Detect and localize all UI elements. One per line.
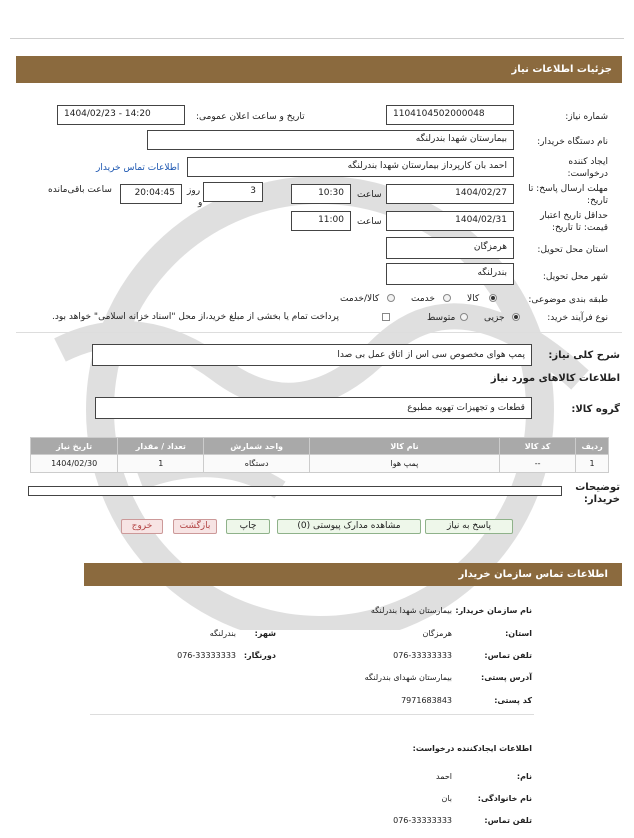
page-title: جزئیات اطلاعات نیاز: [16, 56, 622, 83]
need-number-label: شماره نیاز:: [565, 112, 608, 122]
creator-family-label: نام خانوادگی:: [477, 794, 532, 803]
goods-table: [30, 437, 609, 473]
view-attachments-button[interactable]: مشاهده مدارک پیوستی (0): [277, 519, 421, 534]
buyer-field: بیمارستان شهدا بندرلنگه: [147, 130, 514, 150]
goods-group-field: قطعات و تجهیزات تهویه مطبوع: [95, 397, 532, 419]
creator-label-1: ایجاد کننده: [568, 157, 608, 167]
category-radio-goods[interactable]: [489, 294, 497, 302]
summary-field: پمپ هوای مخصوص سی اس از اتاق عمل بی صدا: [92, 344, 532, 366]
validity-date-field: 1404/02/31: [386, 211, 514, 231]
purchase-minor-label: جزیی: [484, 313, 505, 323]
col-date: تاریخ نیاز: [31, 438, 118, 455]
send-time-label: ساعت: [357, 190, 382, 200]
purchase-type-label: نوع فرآیند خرید:: [547, 313, 608, 323]
purchase-radio-medium[interactable]: [460, 313, 468, 321]
contact-phone-value: 076-33333333: [393, 651, 452, 660]
col-row: ردیف: [576, 438, 609, 455]
days-label: روز: [187, 186, 201, 196]
cell-name: پمپ هوا: [309, 455, 499, 473]
table-header-row: [31, 438, 609, 455]
send-deadline-label-2: تاریخ:: [587, 196, 608, 206]
days-field: 3: [203, 182, 263, 202]
cell-code: --: [500, 455, 576, 473]
summary-label: شرح کلی نیاز:: [548, 350, 620, 361]
contact-section-title: اطلاعات تماس سازمان خریدار: [84, 563, 622, 586]
validity-label-2: قیمت: تا تاریخ:: [552, 223, 608, 233]
city-label: شهر محل تحویل:: [542, 272, 608, 282]
creator-info-title: اطلاعات ایجادکننده درخواست:: [412, 744, 532, 753]
cell-unit: دستگاه: [204, 455, 310, 473]
creator-phone-value: 076-33333333: [393, 816, 452, 825]
creator-name-label: نام:: [516, 772, 532, 781]
category-radio-both[interactable]: [387, 294, 395, 302]
category-radio-service[interactable]: [443, 294, 451, 302]
need-number-field: 1104104502000048: [386, 105, 514, 125]
validity-time-label: ساعت: [357, 217, 382, 227]
col-qty: تعداد / مقدار: [118, 438, 204, 455]
buyer-label: نام دستگاه خریدار:: [537, 137, 608, 147]
col-unit: واحد شمارش: [204, 438, 310, 455]
treasury-checkbox[interactable]: [382, 313, 390, 321]
top-divider: [10, 38, 624, 39]
purchase-radio-minor[interactable]: [512, 313, 520, 321]
cell-row: 1: [576, 455, 609, 473]
table-row: [31, 455, 609, 473]
contact-org-value: بیمارستان شهدا بندرلنگه: [370, 606, 452, 615]
contact-address-value: بیمارستان شهدای بندرلنگه: [364, 673, 452, 682]
creator-name-value: احمد: [436, 772, 452, 781]
contact-postal-label: کد پستی:: [494, 696, 532, 705]
col-code: کد کالا: [500, 438, 576, 455]
cell-qty: 1: [118, 455, 204, 473]
days-and-label: و: [198, 198, 203, 208]
announce-field: 1404/02/23 - 14:20: [57, 105, 185, 125]
announce-label: تاریخ و ساعت اعلان عمومی:: [196, 112, 305, 122]
purchase-medium-label: متوسط: [427, 313, 456, 323]
category-both-label: کالا/خدمت: [340, 294, 380, 304]
send-date-field: 1404/02/27: [386, 184, 514, 204]
category-service-label: خدمت: [411, 294, 435, 304]
province-field: هرمزگان: [386, 237, 514, 259]
contact-phone-label: تلفن تماس:: [484, 651, 532, 660]
contact-province-label: استان:: [505, 629, 532, 638]
print-button[interactable]: چاپ: [226, 519, 270, 534]
send-time-field: 10:30: [291, 184, 351, 204]
buyer-notes-label-2: خریدار:: [583, 494, 620, 505]
buyer-notes-field: [28, 486, 562, 496]
contact-fax-value: 076-33333333: [177, 651, 236, 660]
col-name: نام کالا: [309, 438, 499, 455]
remaining-label: ساعت باقی‌مانده: [48, 185, 112, 195]
city-field: بندرلنگه: [386, 263, 514, 285]
section-divider: [16, 332, 622, 333]
treasury-note: پرداخت تمام یا بخشی از مبلغ خرید،از محل "اسناد خزانه اسلامی" خواهد بود.: [52, 312, 340, 322]
category-goods-label: کالا: [467, 294, 480, 304]
contact-fax-label: دورنگار:: [243, 651, 276, 660]
validity-time-field: 11:00: [291, 211, 351, 231]
creator-phone-label: تلفن تماس:: [484, 816, 532, 825]
contact-province-value: هرمزگان: [422, 629, 452, 638]
contact-divider: [90, 714, 534, 715]
cell-date: 1404/02/30: [31, 455, 118, 473]
contact-postal-value: 7971683843: [401, 696, 452, 705]
goods-group-label: گروه کالا:: [571, 404, 620, 415]
buyer-notes-label-1: توضیحات: [575, 482, 620, 493]
send-deadline-label-1: مهلت ارسال پاسخ: تا: [528, 184, 608, 194]
contact-address-label: آدرس پستی:: [481, 673, 532, 682]
remaining-time-field: 20:04:45: [120, 184, 182, 204]
contact-city-value: بندرلنگه: [209, 629, 236, 638]
goods-section-title: اطلاعات کالاهای مورد نیاز: [490, 373, 620, 384]
creator-field: احمد بان کارپرداز بیمارستان شهدا بندرلنگه: [187, 157, 514, 177]
reply-button[interactable]: پاسخ به نیاز: [425, 519, 513, 534]
buyer-contact-link[interactable]: اطلاعات تماس خریدار: [96, 163, 180, 173]
creator-label-2: درخواست:: [567, 169, 608, 179]
exit-button[interactable]: خروج: [121, 519, 163, 534]
contact-org-label: نام سازمان خریدار:: [455, 606, 532, 615]
category-label: طبقه بندی موضوعی:: [528, 295, 608, 305]
contact-city-label: شهر:: [254, 629, 276, 638]
province-label: استان محل تحویل:: [537, 245, 608, 255]
creator-family-value: بان: [441, 794, 452, 803]
back-button[interactable]: بازگشت: [173, 519, 217, 534]
validity-label-1: حداقل تاریخ اعتبار: [540, 211, 608, 221]
